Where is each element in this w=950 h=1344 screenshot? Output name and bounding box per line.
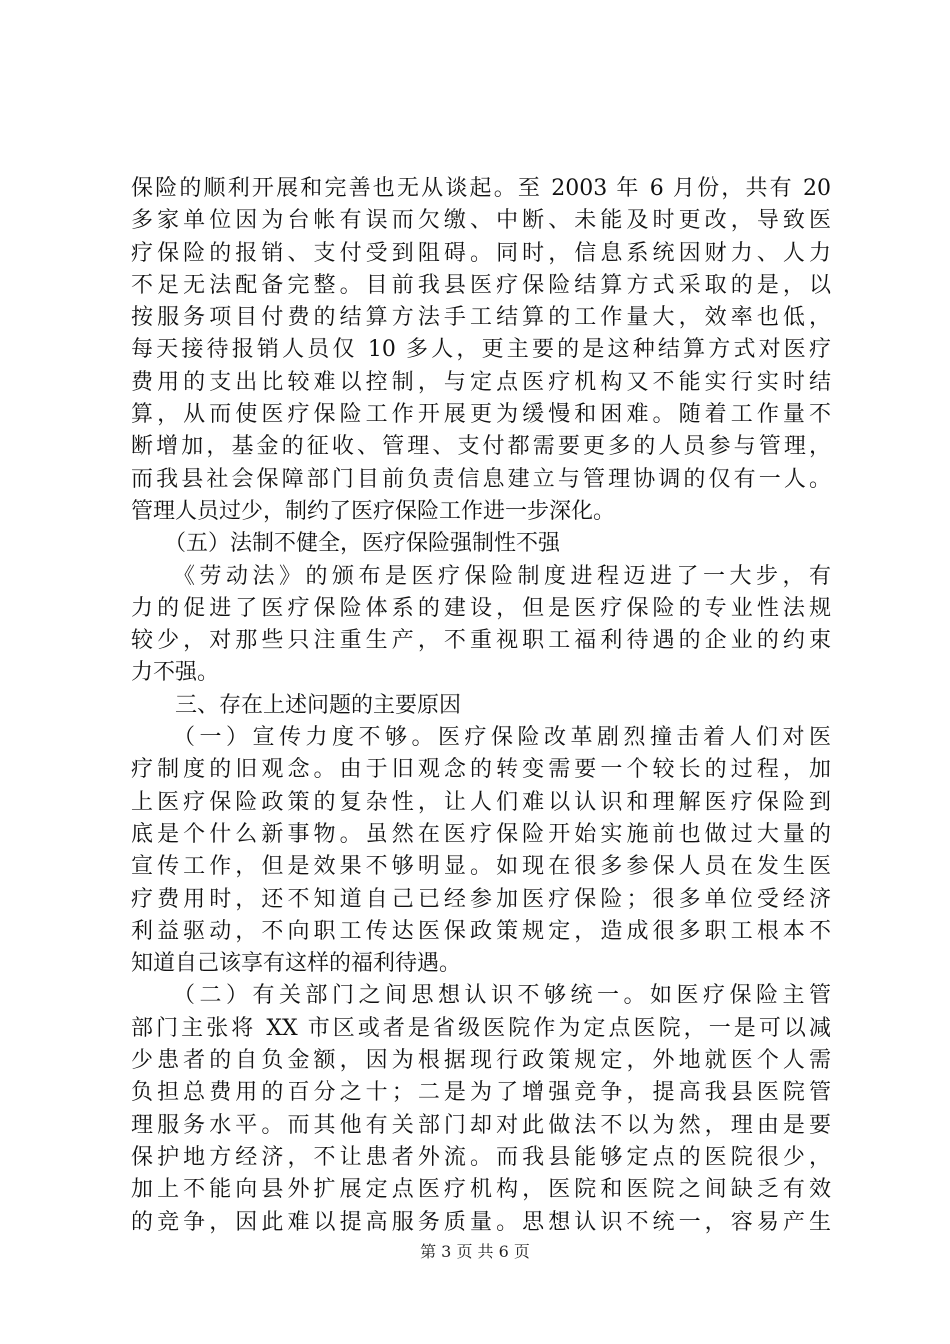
text-line: 较少，对那些只注重生产，不重视职工福利待遇的企业的约束 (131, 628, 831, 654)
text-line: 利益驱动，不向职工传达医保政策规定，造成很多职工根本不 (131, 918, 831, 944)
text-line: 疗保险的报销、支付受到阻碍。同时，信息系统因财力、人力 (131, 240, 831, 266)
document-body (131, 173, 831, 1239)
text-line: 疗费用时，还不知道自己已经参加医疗保险；很多单位受经济 (131, 886, 831, 912)
text-line: 不足无法配备完整。目前我县医疗保险结算方式采取的是，以 (131, 272, 831, 298)
text-line: 加上不能向县外扩展定点医疗机构，医院和医院之间缺乏有效 (131, 1177, 831, 1203)
text-line: 多家单位因为台帐有误而欠缴、中断、未能及时更改，导致医 (131, 208, 831, 234)
text-line: 理服务水平。而其他有关部门却对此做法不以为然，理由是要 (131, 1112, 831, 1138)
text-line: 知道自己该享有这样的福利待遇。 (131, 951, 462, 977)
page-footer: 第 3 页 共 6 页 (420, 1242, 530, 1261)
text-line: 算，从而使医疗保险工作开展更为缓慢和困难。随着工作量不 (131, 402, 831, 428)
text-line: 管理人员过少，制约了医疗保险工作进一步深化。 (131, 498, 616, 524)
text-line: 宣传工作，但是效果不够明显。如现在很多参保人员在发生医 (131, 854, 831, 880)
text-line: 部门主张将 XX 市区或者是省级医院作为定点医院，一是可以减 (131, 1015, 831, 1041)
text-line: 每天接待报销人员仅 10 多人，更主要的是这种结算方式对医疗 (131, 337, 831, 363)
text-line: 三、存在上述问题的主要原因 (131, 692, 462, 718)
text-line: （一）宣传力度不够。医疗保险改革剧烈撞击着人们对医 (131, 725, 831, 751)
text-line: 按服务项目付费的结算方法手工结算的工作量大，效率也低， (131, 305, 831, 331)
text-line: 断增加，基金的征收、管理、支付都需要更多的人员参与管理， (131, 434, 831, 460)
text-line: （五）法制不健全，医疗保险强制性不强 (131, 531, 561, 557)
text-line: 而我县社会保障部门目前负责信息建立与管理协调的仅有一人。 (131, 466, 831, 492)
text-line: 负担总费用的百分之十；二是为了增强竞争，提高我县医院管 (131, 1080, 831, 1106)
text-line: 费用的支出比较难以控制，与定点医疗机构又不能实行实时结 (131, 369, 831, 395)
text-line: 少患者的自负金额，因为根据现行政策规定，外地就医个人需 (131, 1048, 831, 1074)
text-line: 力不强。 (131, 660, 220, 686)
text-line: 《劳动法》的颁布是医疗保险制度进程迈进了一大步，有 (131, 563, 831, 589)
text-line: 上医疗保险政策的复杂性，让人们难以认识和理解医疗保险到 (131, 789, 831, 815)
text-line: 保险的顺利开展和完善也无从谈起。至 2003 年 6 月份，共有 20 (131, 176, 831, 201)
text-line: （二）有关部门之间思想认识不够统一。如医疗保险主管 (131, 983, 831, 1009)
text-line: 底是个什么新事物。虽然在医疗保险开始实施前也做过大量的 (131, 821, 831, 847)
text-line: 保护地方经济，不让患者外流。而我县能够定点的医院很少， (131, 1144, 831, 1170)
text-line: 力的促进了医疗保险体系的建设，但是医疗保险的专业性法规 (131, 595, 831, 621)
text-line: 疗制度的旧观念。由于旧观念的转变需要一个较长的过程，加 (131, 757, 831, 783)
text-line: 的竞争，因此难以提高服务质量。思想认识不统一，容易产生 (131, 1209, 831, 1235)
